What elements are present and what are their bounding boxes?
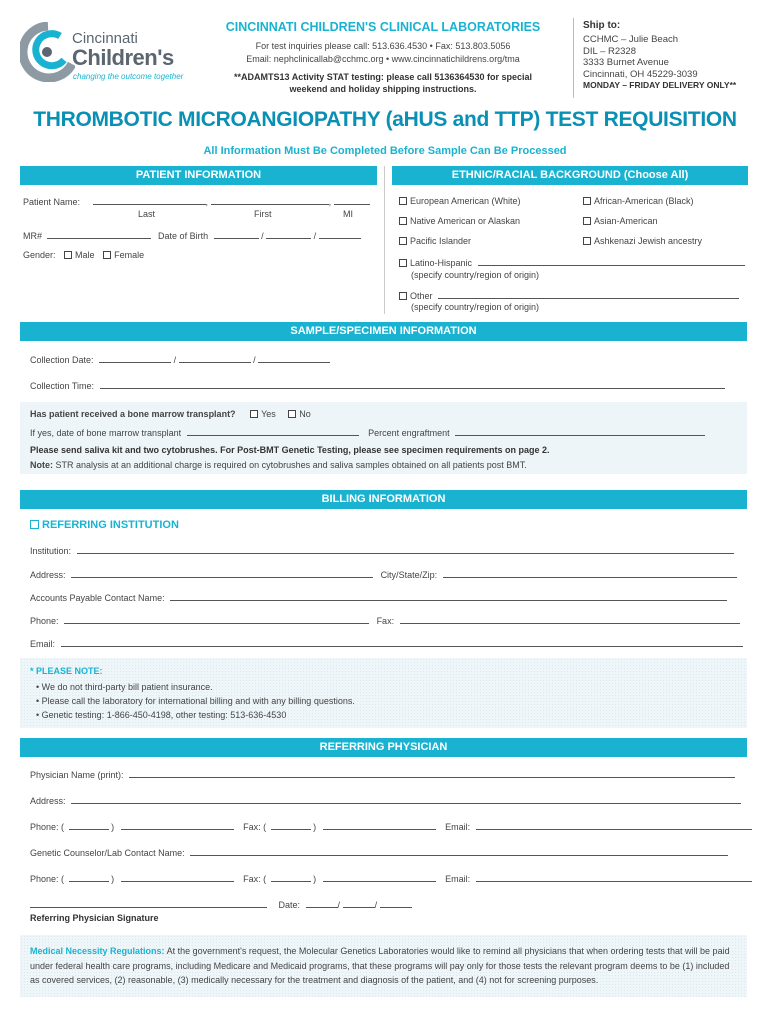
first-caption: First [254,209,272,219]
last-name-field[interactable] [93,196,206,205]
last-caption: Last [138,209,156,219]
collection-date-row: Collection Date: / / [30,354,330,365]
collection-month-field[interactable] [99,354,171,363]
counselor-phone-row [30,873,752,884]
logo-tagline: changing the outcome together [73,72,184,81]
gender-label: Gender: [23,250,56,260]
physician-phone-label: Phone: ( [30,822,65,832]
paren-close: ) [111,874,115,884]
counselor-label: Genetic Counselor/Lab Contact Name: [30,848,185,858]
first-name-field[interactable] [211,196,329,205]
institution-row [30,545,734,556]
native-label: Native American or Alaskan [410,216,521,226]
billing-note-item: • Please call the laboratory for international billing and with any billing questions. [36,696,355,706]
signature-month-field[interactable] [306,899,338,908]
billing-fax-field[interactable] [400,615,740,624]
gender-row [23,250,144,260]
signature-day-field[interactable] [343,899,375,908]
bmt-question-row [30,409,311,419]
ethnic-option[interactable] [583,236,702,246]
referring-institution-row[interactable] [30,519,179,531]
paren-close: ) [111,822,115,832]
saliva-note: Please send saliva kit and two cytobrushes. For Post-BMT Genetic Testing, please see specimen requirements on page 2. [30,445,550,455]
other-label: Other [410,291,433,301]
counselor-fax-area-field[interactable] [271,873,311,882]
physician-address-row [30,795,741,806]
native-checkbox[interactable] [399,217,407,225]
ship-to [583,20,763,91]
collection-day-field[interactable] [179,354,251,363]
bmt-no-checkbox[interactable] [288,410,296,418]
male-label: Male [75,250,95,260]
physician-email-label: Email: [445,822,471,832]
physician-area-field[interactable] [69,821,109,830]
delivery-note: MONDAY – FRIDAY DELIVERY ONLY** [583,80,737,90]
ap-contact-field[interactable] [170,592,727,601]
str-note [30,460,527,470]
necessity-text: At the government's request, the Molecular Genetics Laboratories would like to remind all physicians that when ordering tests that will be paid under federal health care programs, including Medicare and Medicaid programs, that these programs will pay only for those tests the relevant program deems to be (1) included as covered services, (2) reasonable, (3) medically necessary for the treatment and diagnosis of the patient, and (4) not for screening purposes. [30,946,730,985]
european-checkbox[interactable] [399,197,407,205]
logo-brand-main: Children's [72,45,174,70]
dob-year-field[interactable] [319,230,361,239]
physician-fax-area-field[interactable] [271,821,311,830]
bmt-no-label: No [299,409,311,419]
bmt-date-label: If yes, date of bone marrow transplant [30,428,182,438]
mr-field[interactable] [47,230,151,239]
ship-to-line: DIL – R2328 [583,45,636,57]
ethnic-header: ETHNIC/RACIAL BACKGROUND (Choose All) [392,166,748,185]
mi-caption: MI [343,209,353,219]
institution-field[interactable] [77,545,734,554]
billing-fax-label: Fax: [376,616,395,626]
billing-email-row [30,638,743,649]
page-subtitle: All Information Must Be Completed Before Sample Can Be Processed [203,145,567,157]
physician-fax-field[interactable] [323,821,436,830]
signature-field[interactable] [30,899,267,908]
other-checkbox[interactable] [399,292,407,300]
european-label: European American (White) [410,196,521,206]
ethnic-option[interactable] [399,236,471,246]
counselor-phone-field[interactable] [121,873,234,882]
bmt-yes-label: Yes [261,409,276,419]
logo-mark-icon [20,22,75,82]
bmt-yes-checkbox[interactable] [250,410,258,418]
physician-email-field[interactable] [476,821,752,830]
note-label: Note: [30,460,53,470]
header-divider [573,18,574,98]
bmt-date-row [30,427,705,438]
collection-time-row [30,380,725,391]
billing-phone-row [30,615,740,626]
billing-email-label: Email: [30,639,56,649]
billing-note-item: • Genetic testing: 1-866-450-4198, other testing: 513-636-4530 [36,710,287,720]
ap-contact-row [30,592,727,603]
note-text: STR analysis at an additional charge is required on cytobrushes and saliva samples obtained on all patients post BMT. [55,460,527,470]
necessity-label: Medical Necessity Regulations: [30,946,165,956]
ethnic-option[interactable] [583,216,658,226]
signature-caption: Referring Physician Signature [30,913,159,923]
billing-address-row [30,569,737,580]
latino-field[interactable] [478,257,745,266]
ap-contact-label: Accounts Payable Contact Name: [30,593,165,603]
latino-label: Latino-Hispanic [410,258,473,268]
mr-label: MR# [23,231,43,241]
logo-brand-top: Cincinnati [72,30,138,47]
ship-to-label: Ship to: [583,20,621,31]
physician-address-field[interactable] [71,795,741,804]
please-note: * PLEASE NOTE: [30,666,103,676]
asian-checkbox[interactable] [583,217,591,225]
ashkenazi-checkbox[interactable] [583,237,591,245]
physician-header: REFERRING PHYSICIAN [20,738,747,757]
female-label: Female [114,250,145,260]
billing-header: BILLING INFORMATION [20,490,747,509]
institution-label: Institution: [30,546,72,556]
referring-institution-label: REFERRING INSTITUTION [42,519,179,531]
sample-header: SAMPLE/SPECIMEN INFORMATION [20,322,747,341]
latino-row [399,257,745,268]
other-note: (specify country/region of origin) [411,302,540,312]
ethnic-option[interactable] [583,196,694,206]
ship-to-line: Cincinnati, OH 45229-3039 [583,68,698,80]
collection-year-field[interactable] [258,354,330,363]
referring-institution-checkbox[interactable] [30,520,39,529]
patient-name-label: Patient Name: [23,197,81,207]
signature-date-label: Date: [278,900,301,910]
necessity-paragraph [30,944,740,988]
logo [20,20,195,85]
counselor-fax-label: Fax: ( [243,874,267,884]
city-label: City/State/Zip: [380,570,438,580]
stat-note-2: weekend and holiday shipping instructions. [289,84,477,94]
lab-email: Email: nephclinicallab@cchmc.org • www.cincinnatichildrens.org/tma [246,54,520,64]
bmt-question: Has patient received a bone marrow transplant? [30,409,236,419]
billing-address-label: Address: [30,570,66,580]
lab-name: CINCINNATI CHILDREN'S CLINICAL LABORATORIES [225,20,541,34]
counselor-field[interactable] [190,847,728,856]
collection-date-label: Collection Date: [30,355,94,365]
paren-close: ) [313,874,317,884]
physician-name-label: Physician Name (print): [30,770,124,780]
other-row [399,290,739,301]
patient-info-header: PATIENT INFORMATION [20,166,377,185]
billing-phone-field[interactable] [64,615,369,624]
mr-dob-row: MR# Date of Birth / / [23,230,361,241]
ethnic-option[interactable] [399,216,520,226]
ethnic-divider [384,166,385,314]
bmt-date-field[interactable] [187,427,359,436]
page-title: THROMBOTIC MICROANGIOPATHY (aHUS and TTP) TEST REQUISITION [33,108,737,131]
billing-address-field[interactable] [71,569,373,578]
counselor-email-field[interactable] [476,873,752,882]
other-field[interactable] [438,290,739,299]
african-label: African-American (Black) [594,196,694,206]
physician-name-row [30,769,735,780]
physician-phone-row [30,821,752,832]
physician-phone-field[interactable] [121,821,234,830]
male-checkbox[interactable] [64,251,72,259]
ethnic-option[interactable] [399,196,521,206]
collection-time-field[interactable] [100,380,725,389]
billing-note-text: We do not third-party bill patient insurance. [41,682,213,692]
signature-year-field[interactable] [380,899,412,908]
physician-name-field[interactable] [129,769,735,778]
counselor-area-field[interactable] [69,873,109,882]
ship-to-line: 3333 Burnet Avenue [583,57,669,68]
latino-note: (specify country/region of origin) [411,270,540,280]
billing-email-field[interactable] [61,638,743,647]
collection-time-label: Collection Time: [30,381,95,391]
billing-note-text: Please call the laboratory for international billing and with any billing questions. [41,696,355,706]
engraftment-field[interactable] [455,427,705,436]
counselor-phone-label: Phone: ( [30,874,65,884]
female-checkbox[interactable] [103,251,111,259]
billing-note-item: • We do not third-party bill patient insurance. [36,682,213,692]
ashkenazi-label: Ashkenazi Jewish ancestry [594,236,703,246]
counselor-row [30,847,728,858]
lab-phone: For test inquiries please call: 513.636.4530 • Fax: 513.803.5056 [255,41,511,51]
counselor-email-label: Email: [445,874,471,884]
mi-field[interactable] [334,196,370,205]
dob-label: Date of Birth [158,231,209,241]
billing-note-text: Genetic testing: 1-866-450-4198, other testing: 513-636-4530 [41,710,287,720]
city-field[interactable] [443,569,737,578]
physician-fax-label: Fax: ( [243,822,267,832]
paren-close: ) [313,822,317,832]
signature-row: Date: / / [30,899,412,910]
stat-note-1: **ADAMTS13 Activity STAT testing: please call 5136364530 for special [234,72,532,82]
african-checkbox[interactable] [583,197,591,205]
patient-name-row: Patient Name: , , [23,196,370,207]
latino-checkbox[interactable] [399,259,407,267]
dob-month-field[interactable] [214,230,259,239]
ship-to-line: CCHMC – Julie Beach [583,34,679,45]
billing-phone-label: Phone: [30,616,59,626]
dob-day-field[interactable] [266,230,311,239]
physician-address-label: Address: [30,796,66,806]
pacific-label: Pacific Islander [410,236,472,246]
asian-label: Asian-American [594,216,658,226]
engraftment-label: Percent engraftment [368,428,450,438]
pacific-checkbox[interactable] [399,237,407,245]
counselor-fax-field[interactable] [323,873,436,882]
